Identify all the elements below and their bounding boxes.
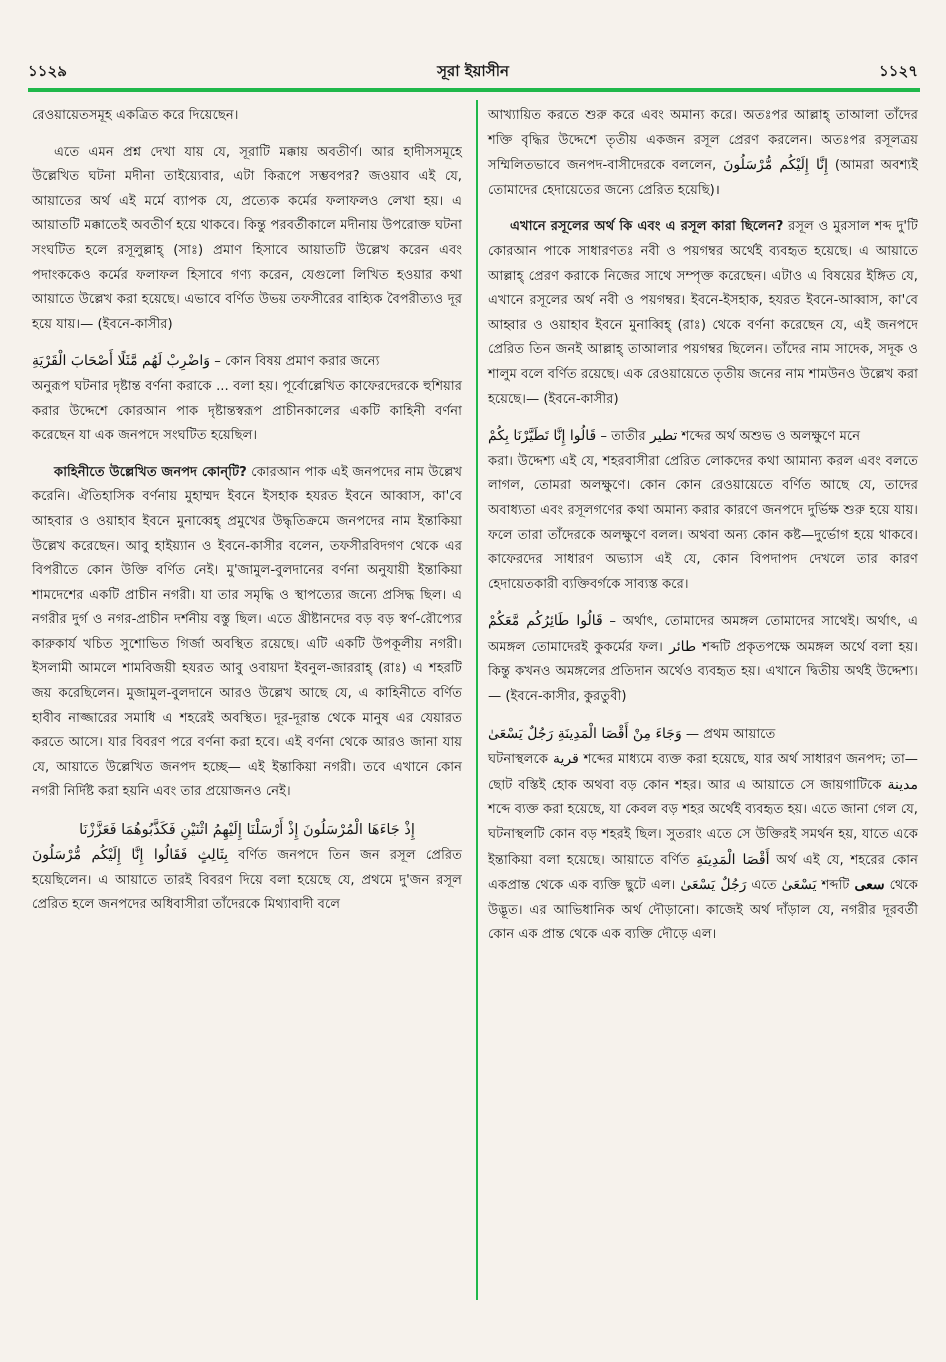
section-heading: কাহিনীতে উল্লেখিত জনপদ কোন্‌টি? [54,464,247,480]
paragraph-text: কোরআন পাক এই জনপদের নাম উল্লেখ করেনি। ঐতিহাসিক বর্ণনায় মুহাম্মদ ইবনে ইসহাক হযরত ইবনে আব্বাস, কা'বে আহবার ও ওয়াহাব ইবনে মুনাব্বেহ্ প্রমুখের উদ্ধৃতিক্রমে জনপদের নাম ইন্তাকিয়া উল্লেখ করেছেন। আবু হাইয়্যান ও ইবনে-কাসীর বলেন, তফসীরবিদগণ থেকে এর বিপরীতে কোন উক্তি বর্ণিত নেই। মু'জামুল-বুলদানের বর্ণনা অনুযায়ী ইন্তাকিয়া শামদেশের একটি প্রাচীন নগরী। যা তার সমৃদ্ধি ও স্থাপত্যের জন্যে প্রসিদ্ধ ছিল। এ নগরীর দুর্গ ও নগর-প্রাচীন দর্শনীয় বস্তু ছিল। এতে খ্রীষ্টানদের বড় বড় স্বর্ণ-রৌপ্যের কারুকার্য খচিত সুশোভিত গির্জা অবস্থিত রয়েছে। এটি একটি উপকূলীয় নগরী। ইসলামী আমলে শামবিজয়ী হযরত আবু ওবায়দা ইবনুল-জাররাহ্ (রাঃ) এ শহরটি জয় করেছিলেন। মুজামুল-বুলদানে আরও উল্লেখ আছে যে, এ কাহিনীতে বর্ণিত হাবীব নাজ্জারের সমাধি এ শহরেই অবস্থিত। দূর-দূরান্ত থেকে মানুষ এর যেয়ারত করতে আসে। যার বিবরণ পরে বর্ণনা করা হবে। এই বর্ণনা থেকে আরও জানা যায় যে, আয়াতে উল্লেখিত জনপদ হচ্ছে— এই ইন্তাকিয়া নগরী। তবে এখানে কোন নগরী নির্দিষ্ট করা হয়নি এবং তার প্রয়োজনও নেই। [32,464,463,800]
arabic-word: رَجُلٌ يَسْعَىٰ [680,877,747,894]
paragraph-text: রসূল ও মুরসাল শব্দ দু'টি কোরআন পাকে সাধারণতঃ নবী ও পয়গম্বর অর্থেই ব্যবহৃত হয়েছে। এ আয়াতে আল্লাহ্ প্রেরণ করাকে নিজের সাথে সম্পৃক্ত করেছেন। এটাও এ বিষয়ের ইঙ্গিত যে, এখানে রসূলের অর্থ নবী ও পয়গম্বর। ইবনে-ইসহাক, হযরত ইবনে-আব্বাস, কা'বে আহ্বার ও ওয়াহাব ইবনে মুনাব্বিহ্ (রাঃ) থেকে বর্ণনা করেছেন যে, এই জনপদে প্রেরিত তিন জনই আল্লাহ্ তাআলার পয়গম্বর ছিলেন। তাঁদের নাম সাদেক, সদূক ও শালুম বলে বর্ণিত রয়েছে। এক রেওয়ায়েতে তৃতীয় জনের নাম শামউনও উল্লেখ করা হয়েছে।— (ইবনে-কাসীর) [488,219,918,407]
page-number-right: ১১২৭ [879,62,918,80]
arabic-word: تطير [650,428,678,445]
paragraph-text: আখ্যায়িত করতে শুরু করে এবং অমান্য করে। অতঃপর আল্লাহ্ তাআলা তাঁদের শক্তি বৃদ্ধির উদ্দেশে তৃতীয় একজন রসূল প্রেরণ করলেন। অতঃপর রসূলত্রয় সম্মিলিতভাবে জনপদ-বাসীদেরকে বললেন, [488,108,918,174]
paragraph-text: শব্দের মাধ্যমে ব্যক্ত করা হয়েছে, যার অর্থ সাধারণ জনপদ; তা— ছোট বস্তিই হোক অথবা বড় কোন শহর। আর এ আয়াতে সে জায়গাটিকে [488,752,918,793]
arabic-word: مدينة [887,776,918,793]
page-header [28,60,918,86]
quran-verse: وَجَاءَ مِنْ أَقْصَا الْمَدِينَةِ رَجُلٌ يَسْعَىٰ [488,725,682,742]
paragraph [32,843,462,918]
paragraph-text: অর্থ এই যে, শহরের কোন একপ্রান্ত থেকে এক ব্যক্তি ছুটে এল। [488,852,919,894]
page-title: সূরা ইয়াসীন [437,62,509,80]
paragraph [488,215,918,412]
paragraph [32,461,462,805]
paragraph: রেওয়ায়েতসমূহ একত্রিত করে দিয়েছেন। [32,108,239,123]
verse-gloss: – তাতীর [596,429,646,445]
verse-gloss: শব্দের অর্থ অশুভ ও অলক্ষুণে মনে [677,429,861,445]
arabic-word: يَسْعَىٰ [781,877,817,894]
section-heading: এখানে রসূলের অর্থ কি এবং এ রসূল কারা ছিলেন? [510,219,784,235]
verse-gloss: — প্রথম আয়াতে [681,726,776,742]
paragraph-text: শব্দটি প্রকৃতপক্ষে অমঙ্গল অর্থে বলা হয়। কিন্তু কখনও অমঙ্গলের প্রতিদান অর্থেও ব্যবহৃত হয়। এখানে দ্বিতীয় অর্থই উদ্দেশ্য।— (ইবনে-কাসীর, কুরতুবী) [488,639,918,705]
paragraph-text: ঘটনাস্থলকে [488,752,553,768]
arabic-word: سعى [854,877,885,894]
paragraph [488,722,918,948]
paragraph-text: শব্দটি [816,878,855,894]
right-column [488,104,918,960]
column-divider [476,100,478,1300]
page-number-left: ১১২৯ [28,62,67,80]
header-divider [28,88,920,92]
quran-verse: وَاضْرِبْ لَهُم مَّثَلًا أَصْحَابَ الْقَرْيَةِ [32,353,210,370]
paragraph: করা। উদ্দেশ্য এই যে, শহরবাসীরা প্রেরিত লোকদের কথা আমান্য করল এবং বলতে লাগল, তোমরা অলক্ষুণে। কোন কোন রেওয়ায়েতে বর্ণিত আছে যে, তাদের অবাধ্যতা এবং রসূলগণের কথা অমান্য করার কারণে জনপদে দুর্ভিক্ষ শুরু হয়ে যায়। ফলে তারা তাঁদেরকে অলক্ষুণে বলল। অথবা অন্য কোন কষ্ট—দুর্ভোগ হয়ে থাকবে। কাফেরদের সাধারণ অভ্যাস এই যে, কোন বিপদাপদ দেখলে তার কারণ হেদায়েতকারী ব্যক্তিবর্গকে সাব্যস্ত করে। [488,453,918,592]
quran-verse: بِثَالِثٍ فَقَالُوا إِنَّا إِلَيْكُم مُّرْسَلُونَ [32,847,229,864]
arabic-word: قرية [552,751,579,768]
paragraph [488,609,918,709]
paragraph-text: বর্ণিত জনপদে তিন জন রসূল প্রেরিত হয়েছিলেন। এ আয়াতে তারই বিবরণ দিয়ে বলা হয়েছে যে, প্রথমে দু'জন রসূল প্রেরিত হলে জনপদের অধিবাসীরা তাঁদেরকে মিথ্যাবাদী বলে [32,848,462,913]
paragraph [488,424,918,450]
verse-gloss: – কোন বিষয় প্রমাণ করার জন্যে [214,354,380,370]
paragraph: অনুরূপ ঘটনার দৃষ্টান্ত বর্ণনা করাকে ... বলা হয়। পূর্বোল্লেখিত কাফেরদেরকে হুশিয়ার করার উদ্দেশে কোরআন পাক দৃষ্টান্তস্বরূপ প্রাচীনকালের একটি কাহিনী বর্ণনা করেছেন যা এক জনপদে সংঘটিত হয়েছিল। [32,378,462,444]
quran-verse: إِذْ جَاءَهَا الْمُرْسَلُونَ إِذْ أَرْسَلْنَا إِلَيْهِمُ اثْنَيْنِ فَكَذَّبُوهُمَا فَعَزَّزْنَا [79,822,415,839]
arabic-word: أَقْصَا الْمَدِينَةِ [696,851,770,868]
quran-verse: قَالُوا إِنَّا تَطَيَّرْنَا بِكُمْ [488,428,597,445]
paragraph: এতে এমন প্রশ্ন দেখা যায় যে, সূরাটি মক্কায় অবতীর্ণ। আর হাদীসসমূহে উল্লেখিত ঘটনা মদীনা তাইয়্যেবার, এটা কিরূপে সম্ভবপর? জওয়াব এই যে, আয়াতের অর্থ এই মর্মে ব্যাপক যে, প্রত্যেক কর্মের ফলাফলও লেখা হয়। এ আয়াতটি মক্কাতেই অবতীর্ণ হয়ে থাকবে। কিন্তু পরবর্তীকালে মদীনায় উপরোক্ত ঘটনা সংঘটিত হলে রসূলুল্লাহ্ (সাঃ) প্রমাণ হিসাবে আয়াতটি উল্লেখ করেন এবং পদাংককেও কর্মের ফলাফল হিসাবে গণ্য করেন, যেগুলো লিখিত হওয়ার কথা আয়াতে উল্লেখ করা হয়েছে। এভাবে বর্ণিত উভয় তফসীরের বাহ্যিক বৈপরীত্যও দূর হয়ে যায়।— (ইবনে-কাসীর) [32,144,462,332]
quran-verse: إِنَّا إِلَيْكُم مُّرْسَلُونَ [723,157,829,174]
paragraph-text: – অর্থাৎ, তোমাদের অমঙ্গল তোমাদের সাথেই। অর্থাৎ, এ অমঙ্গল তোমাদেরই কুকর্মের ফল। [488,614,918,655]
paragraph-text: (আমরা অবশ্যই তোমাদের হেদায়েতের জন্যে প্রেরিত হয়েছি)। [488,158,918,198]
quran-verse: قَالُوا طَائِرُكُم مَّعَكُمْ [488,613,603,630]
paragraph [32,349,462,375]
paragraph [488,104,918,203]
paragraph-text: শব্দে ব্যক্ত করা হয়েছে, যা কেবল বড় শহর অর্থেই ব্যবহৃত হয়। এতে জানা গেল যে, ঘটনাস্থলটি কোন বড় শহরই ছিল। সুতরাং এতে সে উক্তিরই সমর্থন হয়, যাতে একে ইন্তাকিয়া বলা হয়েছে। আয়াতে বর্ণিত [488,802,918,868]
paragraph-text: থেকে উদ্ভূত। এর আভিধানিক অর্থ দৌড়ানো। কাজেই অর্থ দাঁড়াল যে, নগরীর দূরবর্তী কোন এক প্রান্ত থেকে এক ব্যক্তি দৌড়ে এল। [488,878,919,943]
arabic-word: طائر [669,638,697,655]
left-column [32,104,462,930]
paragraph-text: এতে [746,878,782,894]
